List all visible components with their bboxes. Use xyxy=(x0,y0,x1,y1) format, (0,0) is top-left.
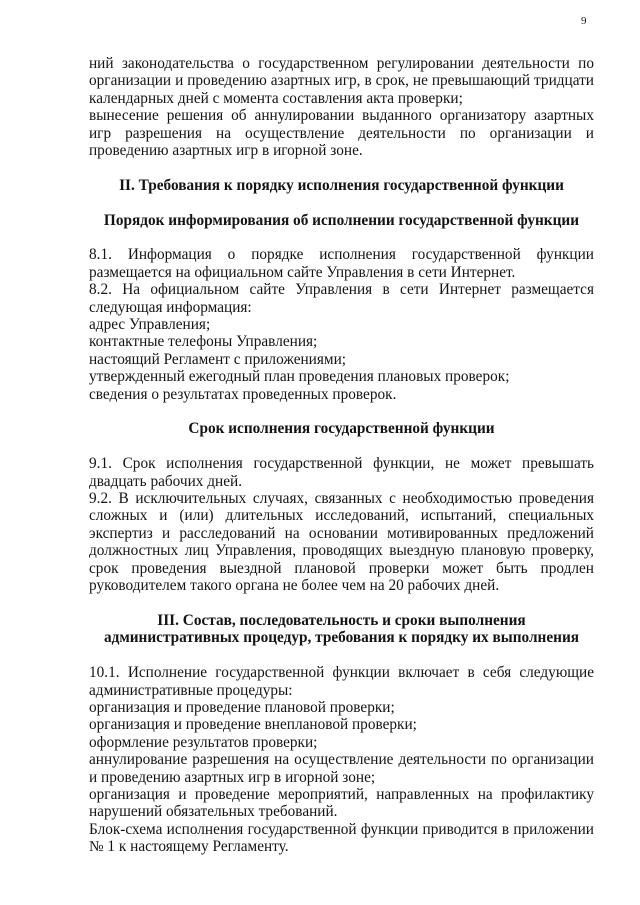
list-item: организация и проведение мероприятий, направленных на профилактику нарушений обязательных требований. xyxy=(89,785,594,821)
paragraph: 8.2. На официальном сайте Управления в сети Интернет размещается следующая информация: xyxy=(89,281,594,316)
paragraph: 9.1. Срок исполнения государственной функции, не может превышать двадцать рабочих дней. xyxy=(89,455,594,490)
subsection-heading: Срок исполнения государственной функции xyxy=(188,420,495,438)
paragraph: 10.1. Исполнение государственной функции включает в себя следующие административные процедуры: xyxy=(89,664,594,699)
document-body xyxy=(89,55,594,856)
page-number: 9 xyxy=(581,15,587,27)
list-item: настоящий Регламент с приложениями; xyxy=(89,350,347,368)
list-item: контактные телефоны Управления; xyxy=(89,333,318,351)
paragraph: 8.1. Информация о порядке исполнения государственной функции размещается на официальном сайте Управления в сети Интернет. xyxy=(89,246,594,281)
list-item: аннулирование разрешения на осуществление деятельности по организации и проведению азартных игр в игорной зоне; xyxy=(89,751,594,786)
paragraph: вынесение решения об аннулировании выданного организатору азартных игр разрешения на осуществление деятельности по организации и проведению азартных игр в игорной зоне. xyxy=(89,107,594,160)
paragraph: Блок-схема исполнения государственной функции приводится в приложении № 1 к настоящему Регламенту. xyxy=(89,820,594,856)
list-item: сведения о результатах проведенных проверок. xyxy=(89,385,397,403)
list-item: организация и проведение плановой проверки; xyxy=(89,698,395,716)
paragraph: 9.2. В исключительных случаях, связанных с необходимостью проведения сложных и (или) длительных исследований, испытаний, специальных экспертиз и расследований на основании мотивированных предложений должностных лиц Управления, проводящих выездную плановую проверку, срок проведения выездной плановой проверки может быть продлен руководителем такого органа не более чем на 20 рабочих дней. xyxy=(89,490,594,595)
paragraph: ний законодательства о государственном регулировании деятельности по организации и проведению азартных игр, в срок, не превышающий тридцати календарных дней с момента составления акта проверки; xyxy=(89,55,594,107)
section-heading: III. Состав, последовательность и сроки выполнения административных процедур, требования к порядку их выполнения xyxy=(103,611,580,647)
list-item: оформление результатов проверки; xyxy=(89,733,318,751)
list-item: утвержденный ежегодный план проведения плановых проверок; xyxy=(89,368,510,386)
section-heading: II. Требования к порядку исполнения государственной функции xyxy=(119,176,564,194)
subsection-heading: Порядок информирования об исполнении государственной функции xyxy=(103,211,580,229)
list-item: адрес Управления; xyxy=(89,316,211,334)
list-item: организация и проведение внеплановой проверки; xyxy=(89,716,417,734)
